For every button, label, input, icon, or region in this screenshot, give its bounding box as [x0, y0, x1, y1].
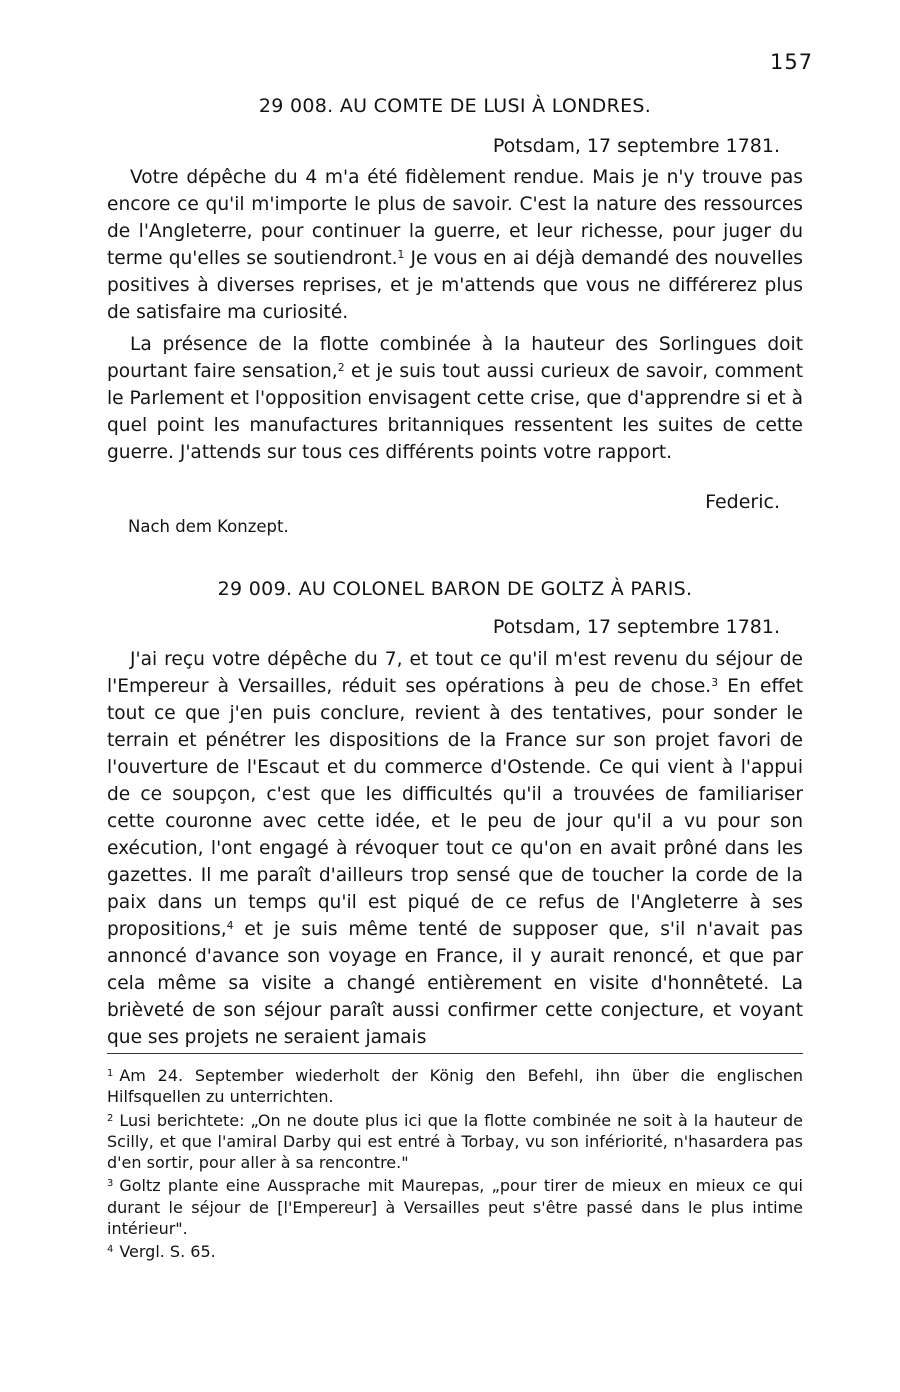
letter-body: [107, 646, 803, 1051]
paragraph: J'ai reçu votre dépêche du 7, et tout ce qu'il m'est revenu du séjour de l'Empereur à Versailles, réduit ses opérations à peu de chose.$^3$ En effet tout ce que j'en puis conclure, revient à des tentatives, pour sonder le terrain et pénétrer les dispositions de la France sur son projet favori de l'ouverture de l'Escaut et du commerce d'Ostende. Ce qui vient à l'appui de ce soupçon, c'est que les difficultés qu'il a trouvées de familiariser cette couronne avec cette idée, et le peu de jour qu'il a vu pour son exécution, l'ont engagé à révoquer tout ce qu'on en avait prôné dans les gazettes. Il me paraît d'ailleurs trop sensé que de toucher la corde de la paix dans un temps qu'il est piqué de ce refus de l'Angleterre à ses propositions,$^4$ et je suis même tenté de supposer que, s'il n'avait pas annoncé d'avance son voyage en France, il y aurait renoncé, et que par cela même sa visite a changé entièrement en visite d'honnêteté. La brièveté de son séjour paraît aussi confirmer cette conjecture, et voyant que ses projets ne seraient jamais: [107, 649, 803, 1048]
page-number: 157: [770, 50, 814, 74]
footnote-ref: 4: [226, 919, 234, 933]
letter-dateline: Potsdam, 17 septembre 1781.: [492, 135, 780, 157]
letter-heading: 29 008. AU COMTE DE LUSI À LONDRES.: [258, 95, 652, 117]
footnote: $^3$ Goltz plante eine Aussprache mit Maurepas, „pour tirer de mieux en mieux ce qui durant le séjour de [l'Empereur] à Versailles peut s'être passé dans le plus intime intérieur".: [107, 1176, 803, 1238]
letter-dateline: Potsdam, 17 septembre 1781.: [492, 616, 780, 638]
footnote: $^1$ Am 24. September wiederholt der König den Befehl, ihn über die englischen Hilfsquellen zu unterrichten.: [107, 1065, 803, 1107]
footnote-ref: 1: [397, 248, 405, 262]
source-note: Nach dem Konzept.: [128, 517, 289, 536]
footnote-ref: 3: [711, 676, 719, 690]
paragraph: Votre dépêche du 4 m'a été fidèlement rendue. Mais je n'y trouve pas encore ce qu'il m'importe le plus de savoir. C'est la nature des ressources de l'Angleterre, pour continuer la guerre, et leur richesse, pour juger du terme qu'elles se soutiendront.$^1$ Je vous en ai déjà demandé des nouvelles positives à diverses reprises, et je m'attends que vous ne différerez plus de satisfaire ma curiosité.: [107, 167, 803, 323]
footnote: $^4$ Vergl. S. 65.: [107, 1242, 216, 1262]
footnote-ref: 2: [337, 361, 345, 375]
letter-body: [107, 164, 803, 466]
footnote: $^2$ Lusi berichtete: „On ne doute plus ici que la flotte combinée ne soit à la hauteur de Scilly, et que l'amiral Darby qui est entré à Torbay, vu son infériorité, n'hasardera pas d'en sortir, pour aller à sa rencontre.": [107, 1110, 803, 1173]
footnote-rule: [107, 1053, 803, 1054]
paragraph: La présence de la flotte combinée à la hauteur des Sorlingues doit pourtant faire sensation,$^2$ et je suis tout aussi curieux de savoir, comment le Parlement et l'opposition envisagent cette crise, que d'apprendre si et à quel point les manufactures britanniques ressentent les suites de cette guerre. J'attends sur tous ces différents points votre rapport.: [107, 334, 804, 463]
footnotes: [107, 1063, 803, 1262]
letter-heading: 29 009. AU COLONEL BARON DE GOLTZ À PARIS.: [217, 578, 693, 600]
signature: Federic.: [705, 491, 780, 513]
